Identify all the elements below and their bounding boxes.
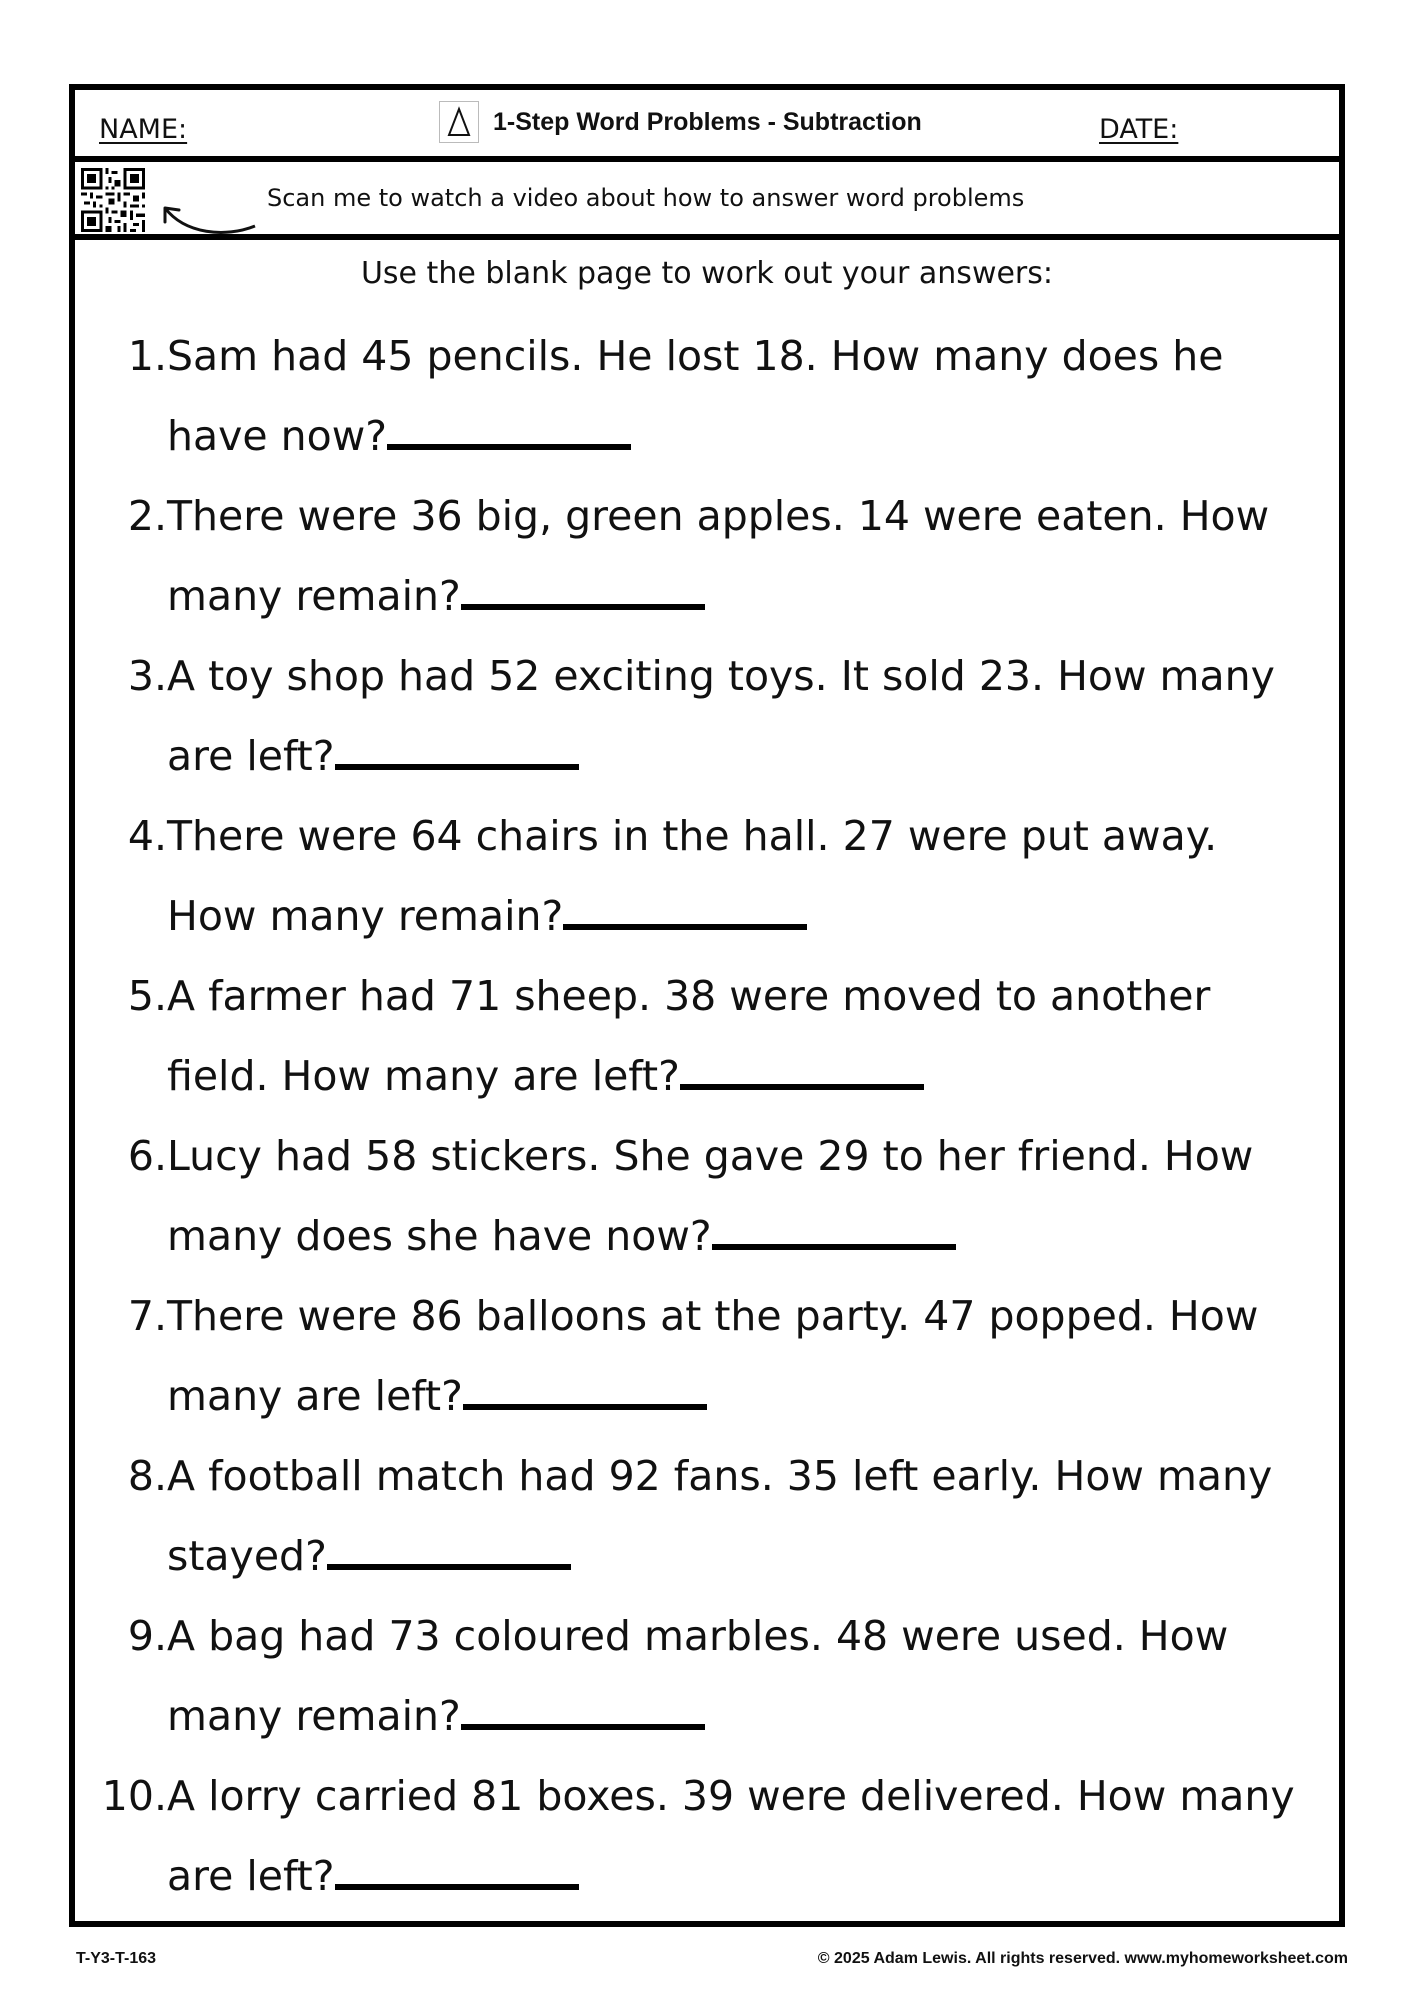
- question-text: There were 36 big, green apples. 14 were eaten. How many remain?: [167, 492, 1270, 620]
- question-number: 4.: [127, 812, 167, 860]
- question-text: A toy shop had 52 exciting toys. It sold 23. How many are left?: [167, 652, 1275, 780]
- question-text: A farmer had 71 sheep. 38 were moved to another field. How many are left?: [167, 972, 1211, 1100]
- question-number: 6.: [127, 1132, 167, 1180]
- qr-section: [75, 162, 1339, 240]
- question-item: [75, 1428, 1339, 1588]
- title-area: [439, 100, 922, 144]
- qr-instruction-text: Scan me to watch a video about how to answer word problems: [267, 184, 1025, 212]
- question-text: Lucy had 58 stickers. She gave 29 to her friend. How many does she have now?: [167, 1132, 1254, 1260]
- question-number: 1.: [127, 332, 167, 380]
- question-text: Sam had 45 pencils. He lost 18. How many does he have now?: [167, 332, 1224, 460]
- question-item: [75, 308, 1339, 468]
- answer-blank[interactable]: [335, 736, 579, 770]
- answer-blank[interactable]: [680, 1056, 924, 1090]
- question-text: There were 64 chairs in the hall. 27 were put away. How many remain?: [167, 812, 1218, 940]
- name-label: NAME:: [99, 114, 188, 145]
- question-number: 3.: [127, 652, 167, 700]
- question-item: [75, 788, 1339, 948]
- question-item: [75, 1268, 1339, 1428]
- answer-blank[interactable]: [327, 1536, 571, 1570]
- answer-blank[interactable]: [387, 416, 631, 450]
- question-number: 5.: [127, 972, 167, 1020]
- answer-blank[interactable]: [461, 1696, 705, 1730]
- question-number: 2.: [127, 492, 167, 540]
- question-number: 9.: [127, 1612, 167, 1660]
- header-row: [75, 90, 1339, 162]
- answer-blank[interactable]: [463, 1376, 707, 1410]
- question-number: 10.: [101, 1772, 167, 1820]
- question-item: [75, 1588, 1339, 1748]
- question-number: 7.: [127, 1292, 167, 1340]
- question-number: 8.: [127, 1452, 167, 1500]
- question-text: A football match had 92 fans. 35 left early. How many stayed?: [167, 1452, 1273, 1580]
- answer-blank[interactable]: [461, 576, 705, 610]
- question-item: [75, 1108, 1339, 1268]
- question-text: There were 86 balloons at the party. 47 popped. How many are left?: [167, 1292, 1259, 1420]
- question-item: [75, 1748, 1339, 1908]
- worksheet-frame: [69, 84, 1345, 1927]
- question-text: A bag had 73 coloured marbles. 48 were used. How many remain?: [167, 1612, 1229, 1740]
- qr-code-icon[interactable]: [81, 168, 145, 232]
- question-item: [75, 628, 1339, 788]
- date-label: DATE:: [1099, 114, 1179, 145]
- triangle-logo-icon: [439, 101, 479, 143]
- question-text: A lorry carried 81 boxes. 39 were delivered. How many are left?: [167, 1772, 1295, 1900]
- answer-blank[interactable]: [563, 896, 807, 930]
- answer-blank[interactable]: [335, 1856, 579, 1890]
- instructions-text: Use the blank page to work out your answers:: [360, 256, 1054, 291]
- question-item: [75, 468, 1339, 628]
- question-item: [75, 948, 1339, 1108]
- copyright-text: © 2025 Adam Lewis. All rights reserved. www.myhomeworksheet.com: [817, 1950, 1348, 1967]
- worksheet-code: T-Y3-T-163: [76, 1950, 157, 1967]
- curved-arrow-icon: [155, 190, 265, 236]
- question-list: [75, 308, 1339, 1908]
- answer-blank[interactable]: [712, 1216, 956, 1250]
- page-title: 1-Step Word Problems - Subtraction: [493, 107, 922, 136]
